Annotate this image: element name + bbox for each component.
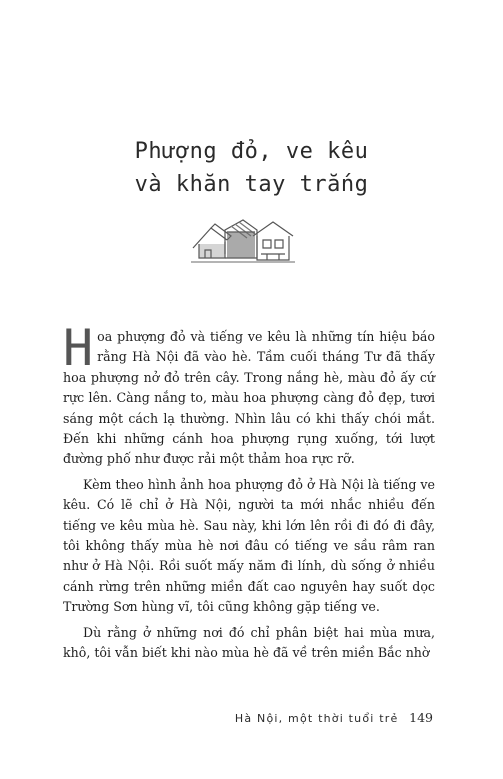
paragraph-2: Kèm theo hình ảnh hoa phượng đỏ ở Hà Nội là tiếng ve kêu. Có lẽ chỉ ở Hà Nội, người ta mới nhắc nhiều đến tiếng ve kêu mùa hè. Sau này, khi lớn lên rồi đi đó đi đây, tôi không thấy mùa hè nơi đâu có tiếng ve sầu râm ran như ở Hà Nội. Rồi suốt mấy năm đi lính, dù sống ở nhiều cánh rừng trên những miền đất cao nguyên hay suốt dọc Trường Sơn hùng vĩ, tôi cũng không gặp tiếng ve. [63,476,435,615]
page-number: 149 [409,710,433,725]
page-footer [235,710,433,725]
paragraph-1 [63,319,435,470]
running-book-title: Hà Nội, một thời tuổi trẻ [234,712,399,725]
rooftops-illustration-icon [191,214,295,266]
body-text [63,319,435,669]
drop-cap: H [63,319,94,377]
chapter-title [0,135,503,201]
paragraph-3: Dù rằng ở những nơi đó chỉ phân biệt hai mùa mưa, khô, tôi vẫn biết khi nào mùa hè đã về trên miền Bắc nhờ [63,624,435,661]
chapter-title-line-1: Phượng đỏ, ve kêu [134,139,369,164]
paragraph-1-text: oa phượng đỏ và tiếng ve kêu là những tín hiệu báo rằng Hà Nội đã vào hè. Tầm cuối tháng Tư đã thấy hoa phượng nở đỏ trên cây. Trong nắng hè, màu đỏ ấy cứ rực lên. Càng nắng to, màu hoa phượng càng đỏ đẹp, tươi sáng một cách lạ thường. Nhìn lâu có khi thấy chói mắt. Đến khi những cánh hoa phượng rụng xuống, tới lượt đường phố như được rải một thảm hoa rực rỡ. [63,329,435,467]
chapter-title-line-2: và khăn tay trắng [134,172,369,197]
